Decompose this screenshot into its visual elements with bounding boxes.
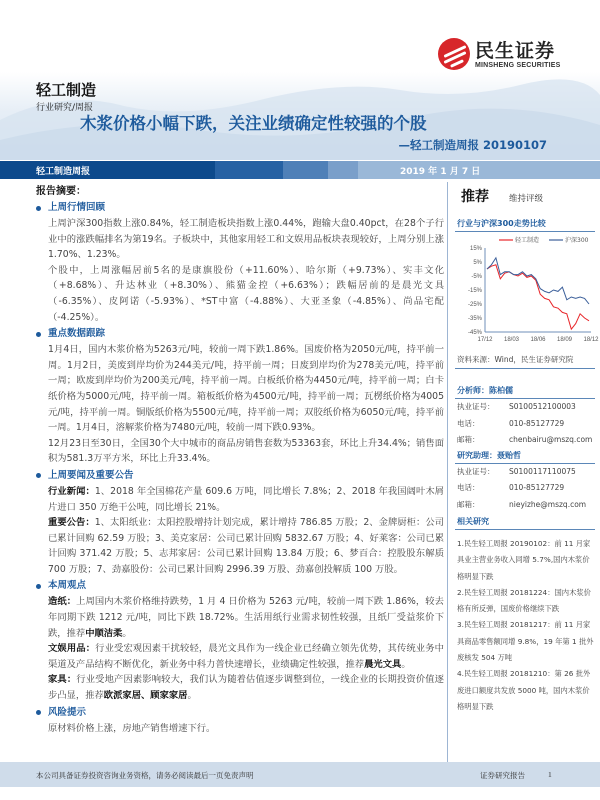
y-tick-label: -15% — [467, 288, 482, 294]
x-tick-label: 18/06 — [530, 337, 546, 343]
x-tick-label: 18/12 — [583, 337, 599, 343]
sector-name: 轻工制造 — [36, 81, 97, 99]
page-footer — [0, 762, 600, 787]
paragraph: 12月23日至30日，全国30个大中城市的商品房销售套数为53363套，环比上升34.4%；销售面积为581.3万平方米，环比上升33.4%。 — [48, 437, 444, 465]
related-report-link[interactable]: 4.民生轻工周报 20181210：第 26 批外废进口额度共发放 5000 吨，国内木浆价格明显下跌 — [457, 669, 591, 711]
text: 。 — [401, 658, 411, 670]
section-heading: 上周行情回顾 — [48, 202, 106, 213]
info-row — [455, 497, 595, 514]
chart-title: 行业与沪深300走势比较 — [455, 218, 595, 232]
info-value[interactable]: nieyizhe@mszq.com — [509, 499, 587, 509]
recommended-stock: 中顺洁柔 — [85, 627, 123, 639]
paragraph — [48, 672, 444, 703]
section-risk — [36, 705, 444, 737]
logo-cn: 民生证券 — [475, 39, 556, 62]
info-row — [455, 416, 595, 433]
page-number: 1 — [548, 770, 552, 779]
logo-mark-icon — [438, 38, 470, 70]
text: 1、太阳纸业：太阳控股增持计划完成，累计增持 786.85 万股；2、金牌厨柜：公司已累计回购 62.59 万股；3、美克家居：公司已累计回购 5832.67 万股；4、好莱客：公司已累计回购 371.42 万股；5、志邦家居：公司已累计回购 13.84 万股；6、梦百合：控股股东解质 700 万股；7、劲嘉股份：公司已累计回购 2996.39 万股、劲嘉创投解质 100 万股。 — [48, 517, 444, 575]
paragraph — [48, 484, 444, 515]
info-row — [455, 464, 595, 481]
performance-chart — [455, 232, 599, 352]
info-value: S0100117110075 — [509, 466, 576, 476]
x-tick-label: 17/12 — [477, 337, 493, 343]
section-news — [36, 468, 444, 578]
related-research-list — [455, 530, 595, 715]
bullet-icon — [36, 584, 41, 589]
x-tick-label: 18/09 — [556, 337, 573, 343]
text: 上周国内木浆价格维持跌势，1 月 4 日价格为 5263 元/吨，较前一周下跌 1.86%，较去年同期下跌 1212 元/吨，同比下跌 18.72%。生活用纸行业需求韧性较强，且纸厂受益浆价下跌，推荐 — [48, 596, 444, 639]
label: 文娱用品： — [48, 643, 96, 655]
info-value: S0100512100003 — [509, 402, 576, 411]
section-view — [36, 578, 444, 703]
abstract-label: 报告摘要： — [36, 186, 86, 197]
section-market-review — [36, 200, 444, 325]
info-value[interactable]: chenbairu@mszq.com — [509, 435, 593, 444]
info-label: 邮箱： — [457, 435, 480, 444]
info-value: 010-85127729 — [509, 418, 565, 428]
legend-label: 沪深300 — [565, 237, 589, 244]
band-label: 轻工制造周报 — [36, 167, 91, 177]
paragraph: 原材料价格上涨，房地产销售增速下行。 — [48, 722, 216, 734]
bullet-icon — [36, 206, 41, 211]
text: 1、2018 年全国棉花产量 609.6 万吨，同比增长 7.8%；2、2018 年我国阔叶木屑片进口 350 万绝干公吨，同比增长 21%。 — [48, 485, 444, 513]
related-report-link[interactable]: 3.民生轻工周报 20181217：前 11 月家具商品零售额同增 9.8%，19 年第 1 批外废核发 504 万吨 — [457, 620, 594, 663]
paragraph: 个股中，上周涨幅居前5名的是康旗股份（+11.60%）、哈尔斯（+9.73%）、实丰文化（+8.68%）、升达林业（+8.30%）、熊猫金控（+6.63%）；跌幅居前的是晨光文具（-6.35%）、皮阿诺（-5.93%）、*ST中富（-4.88%）、大亚圣象（-4.85%）、尚品宅配（-4.25%）。 — [48, 264, 444, 323]
paragraph — [48, 594, 444, 641]
rating — [455, 186, 595, 206]
company-logo — [438, 38, 560, 70]
info-label: 电话： — [457, 418, 480, 428]
report-type: 行业研究/周报 — [36, 103, 94, 113]
related-heading: 相关研究 — [455, 516, 595, 530]
chart-source: 资料来源：Wind，民生证券研究院 — [455, 352, 595, 369]
bullet-icon — [36, 332, 41, 337]
sidebar — [455, 186, 599, 715]
logo-en: MINSHENG SECURITIES — [475, 61, 561, 69]
label: 家具： — [48, 674, 77, 686]
y-tick-label: -5% — [471, 274, 482, 280]
info-label: 执业证号： — [457, 466, 495, 476]
related-report-link[interactable]: 2.民生轻工周报 20181224：国内木浆价格有所反弹，国废价格继续下跌 — [457, 587, 591, 614]
section-heading: 上周要闻及重要公告 — [48, 469, 134, 481]
label: 行业新闻： — [48, 485, 95, 497]
y-tick-label: -25% — [467, 302, 482, 308]
section-data-tracking — [36, 326, 444, 467]
report-header — [0, 0, 600, 160]
analyst-heading: 分析师：陈柏儒 — [455, 385, 595, 399]
rating-action: 推荐 — [461, 189, 489, 205]
report-date: 2019 年 1 月 7 日 — [400, 167, 481, 177]
paragraph — [48, 515, 444, 577]
label: 重要公告： — [48, 517, 95, 529]
y-tick-label: -35% — [467, 316, 482, 322]
column-divider — [447, 182, 448, 762]
info-label: 邮箱： — [457, 499, 480, 509]
report-subtitle: —轻工制造周报 20190107 — [398, 138, 547, 152]
report-title: 木浆价格小幅下跌，关注业绩确定性较强的个股 — [80, 114, 427, 133]
y-tick-label: 15% — [469, 246, 482, 252]
label: 造纸： — [48, 596, 77, 608]
section-heading: 重点数据跟踪 — [48, 328, 106, 340]
text: 行业受宏观因素干扰较轻，晨光文具作为一线企业已经确立领先优势，其传统业务中渠道及产品结构不断优化，新业务中科力普快速增长，业绩确定性较强，推荐 — [48, 643, 444, 670]
info-row — [455, 480, 595, 497]
section-heading: 风险提示 — [48, 706, 87, 718]
paragraph: 上周沪深300指数上涨0.84%，轻工制造板块指数上涨0.44%，跑输大盘0.40pct，在28个子行业中的涨跌幅排名为第19名。子板块中，其他家用轻工和文娱用品板块表现较好，上周分别上涨1.70%、1.23%。 — [48, 218, 444, 261]
info-row — [455, 399, 595, 416]
abstract-column — [36, 182, 444, 736]
paragraph: 1月4日，国内木浆价格为5263元/吨，较前一周下跌1.86%。国废价格为2050元/吨，持平前一周。1月2日，美废到岸均价为244美元/吨，持平前一周；日废到岸均价为278美元/吨，持平前一周；欧废到岸均价为200美元/吨，持平前一周。白板纸价格为4450元/吨，持平前一周；白卡纸价格为5000元/吨，持平前一周。箱板纸价格为4500元/吨，持平前一周；瓦楞纸价格为4005元/吨，持平前一周。铜版纸价格为5500元/吨，持平前一周；双胶纸价格为6050元/吨，持平前一周。1月4日，溶解浆价格为7480元/吨，较前一周下跌0.93%。 — [48, 344, 444, 434]
x-tick-label: 18/03 — [503, 337, 520, 343]
info-label: 执业证号： — [457, 402, 495, 411]
info-label: 电话： — [457, 483, 480, 492]
text: 。 — [122, 627, 132, 639]
assistant-info — [455, 464, 595, 514]
series-line-light-industry — [487, 265, 589, 329]
rating-note: 维持评级 — [509, 194, 544, 204]
chart-svg — [455, 232, 599, 352]
bullet-icon — [36, 473, 41, 478]
legend-label: 轻工制造 — [515, 237, 540, 244]
bullet-icon — [36, 710, 41, 715]
assistant-heading: 研究助理：聂贻哲 — [455, 450, 595, 464]
paragraph — [48, 641, 444, 672]
recommended-stock: 晨光文具 — [364, 658, 402, 670]
disclaimer: 本公司具备证券投资咨询业务资格，请务必阅读最后一页免责声明 — [36, 771, 254, 780]
analyst-info — [455, 399, 595, 449]
related-report-link[interactable]: 1.民生轻工周报 20190102：前 11 月家具业主营业务收入同增 5.7%,国内木浆价格明显下跌 — [457, 539, 591, 581]
series-line-csi300 — [487, 258, 589, 304]
y-tick-label: 5% — [473, 260, 482, 266]
footer-label: 证券研究报告 — [480, 771, 525, 780]
text: 行业受地产因素影响较大，我们认为随着估值逐步调整到位，一线企业的长期投资价值逐步凸显，推荐 — [48, 674, 444, 702]
info-value: 010-85127729 — [509, 483, 565, 492]
section-heading: 本周观点 — [48, 580, 87, 592]
text: 。 — [187, 690, 197, 702]
y-tick-label: -45% — [467, 330, 482, 336]
info-row — [455, 432, 595, 449]
recommended-stock: 欧派家居、顾家家居 — [103, 690, 188, 702]
